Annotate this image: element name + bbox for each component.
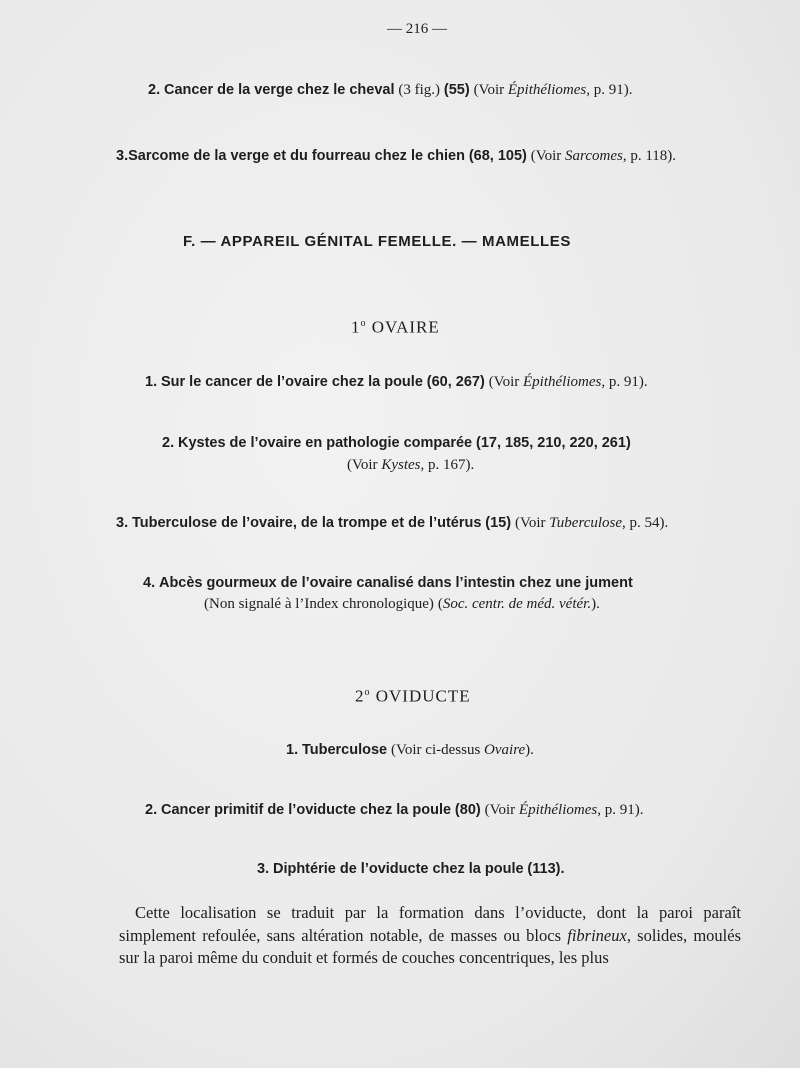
- entry-oviduct-cancer: 2. Cancer primitif de l’oviducte chez la poule (80) (Voir Épithéliomes, p. 91).: [145, 802, 644, 818]
- entry-ovary-abscess-note: (Non signalé à l’Index chronologique) (Soc. centr. de méd. vétér.).: [204, 596, 600, 612]
- subsection-ovaire: 1$^o$ OVAIRE: [351, 317, 440, 337]
- entry-ovary-tuberculosis: 3. Tuberculose de l’ovaire, de la trompe et de l’utérus (15) (Voir Tuberculose, p. 54).: [116, 515, 669, 531]
- page-number: — 216 —: [387, 21, 447, 37]
- entry-ovary-cancer: 1. Sur le cancer de l’ovaire chez la poule (60, 267) (Voir Épithéliomes, p. 91).: [145, 374, 648, 390]
- entry-ovary-cysts: 2. Kystes de l’ovaire en pathologie comparée (17, 185, 210, 220, 261): [162, 435, 631, 451]
- subsection-oviducte: 2$^o$ OVIDUCTE: [355, 686, 471, 706]
- entry-ovary-abscess: 4. Abcès gourmeux de l’ovaire canalisé dans l’intestin chez une jument: [143, 575, 633, 591]
- entry-penis-cancer: 2. Cancer de la verge chez le cheval (3 fig.) (55) (Voir Épithéliomes, p. 91).: [148, 82, 633, 98]
- entry-oviduct-diphtheria: 3. Diphtérie de l’oviducte chez la poule (113).: [257, 861, 565, 877]
- entry-ovary-cysts-see: (Voir Kystes, p. 167).: [347, 457, 475, 473]
- entry-oviduct-tuberculosis: 1. Tuberculose (Voir ci-dessus Ovaire).: [286, 742, 534, 758]
- entry-sarcoma: 3.Sarcome de la verge et du fourreau chez le chien (68, 105) (Voir Sarcomes, p. 118).: [116, 148, 677, 164]
- body-paragraph: Cette localisation se traduit par la formation dans l’oviducte, dont la paroi paraît simplement refoulée, sans altération notable, de masses ou blocs fibrineux, solides, moulés sur la paroi même du conduit et formés de couches concentriques, les plus: [119, 903, 742, 967]
- section-heading-f: F. — APPAREIL GÉNITAL FEMELLE. — MAMELLES: [183, 233, 571, 250]
